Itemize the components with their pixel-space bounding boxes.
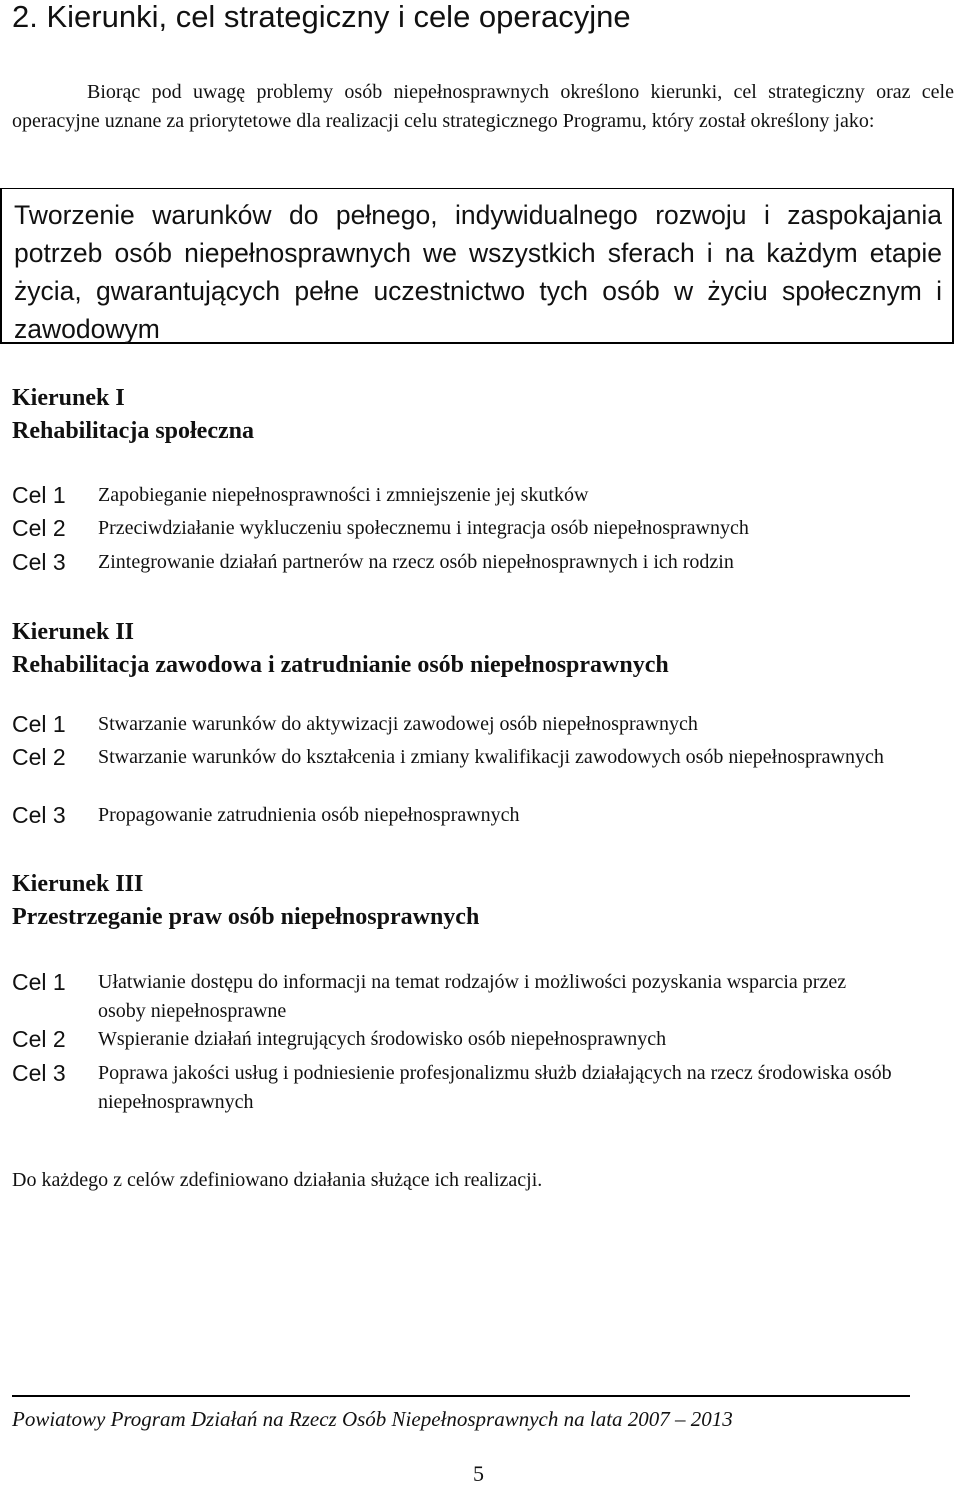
page-number: 5 [473, 1461, 484, 1486]
goal-text: Zintegrowanie działań partnerów na rzecz osób niepełnosprawnych i ich rodzin [98, 551, 734, 573]
goal-label: Cel 1 [12, 969, 66, 995]
intro-paragraph: Biorąc pod uwagę problemy osób niepełnosprawnych określono kierunki, cel strategiczny oraz cele operacyjne uznane za priorytetowe dla realizacji celu strategicznego Programu, który został określony jako: [12, 81, 954, 132]
goal-label: Cel 3 [12, 549, 66, 575]
goal-label: Cel 1 [12, 482, 66, 508]
goal-text: Przeciwdziałanie wykluczeniu społecznemu i integracja osób niepełnosprawnych [98, 517, 749, 539]
goal-label: Cel 2 [12, 515, 66, 541]
direction-3-name: Kierunek III [12, 871, 144, 897]
footer-divider [12, 1395, 910, 1397]
goal-text: Stwarzanie warunków do kształcenia i zmiany kwalifikacji zawodowych osób niepełnosprawnych [98, 746, 884, 768]
goal-label: Cel 2 [12, 1026, 66, 1052]
strategic-goal-text: Tworzenie warunków do pełnego, indywidualnego rozwoju i zaspokajania potrzeb osób niepełnosprawnych we wszystkich sferach i na każdym etapie życia, gwarantujących pełne uczestnictwo tych osób w życiu społecznym i zawodowym [14, 200, 942, 344]
direction-3-title: Przestrzeganie praw osób niepełnosprawnych [12, 904, 480, 930]
strategic-goal-box [0, 188, 954, 344]
goal-text: Zapobieganie niepełnosprawności i zmniejszenie jej skutków [98, 484, 589, 506]
goal-text: Wspieranie działań integrujących środowisko osób niepełnosprawnych [98, 1028, 667, 1050]
goal-text: Poprawa jakości usług i podniesienie profesjonalizmu służb działających na rzecz środowiska osób niepełnosprawnych [98, 1062, 892, 1113]
goal-text: Propagowanie zatrudnienia osób niepełnosprawnych [98, 804, 520, 826]
direction-2 [12, 616, 954, 682]
goal-text: Stwarzanie warunków do aktywizacji zawodowej osób niepełnosprawnych [98, 713, 698, 735]
goal-text: Ułatwianie dostępu do informacji na temat rodzajów i możliwości pozyskania wsparcia przez osoby niepełnosprawne [98, 971, 847, 1022]
goal-label: Cel 3 [12, 1060, 66, 1086]
closing-sentence: Do każdego z celów zdefiniowano działania służące ich realizacji. [12, 1169, 543, 1191]
goal-label: Cel 2 [12, 744, 66, 770]
direction-1-name: Kierunek I [12, 385, 125, 411]
direction-3 [12, 868, 954, 934]
footer-text: Powiatowy Program Działań na Rzecz Osób Niepełnosprawnych na lata 2007 – 2013 [12, 1407, 733, 1431]
direction-2-name: Kierunek II [12, 619, 135, 645]
goal-label: Cel 1 [12, 711, 66, 737]
direction-1-title: Rehabilitacja społeczna [12, 418, 254, 444]
direction-2-title: Rehabilitacja zawodowa i zatrudnianie osób niepełnosprawnych [12, 652, 669, 678]
section-heading: 2. Kierunki, cel strategiczny i cele operacyjne [12, 0, 631, 34]
goal-label: Cel 3 [12, 802, 66, 828]
direction-1 [12, 382, 954, 448]
